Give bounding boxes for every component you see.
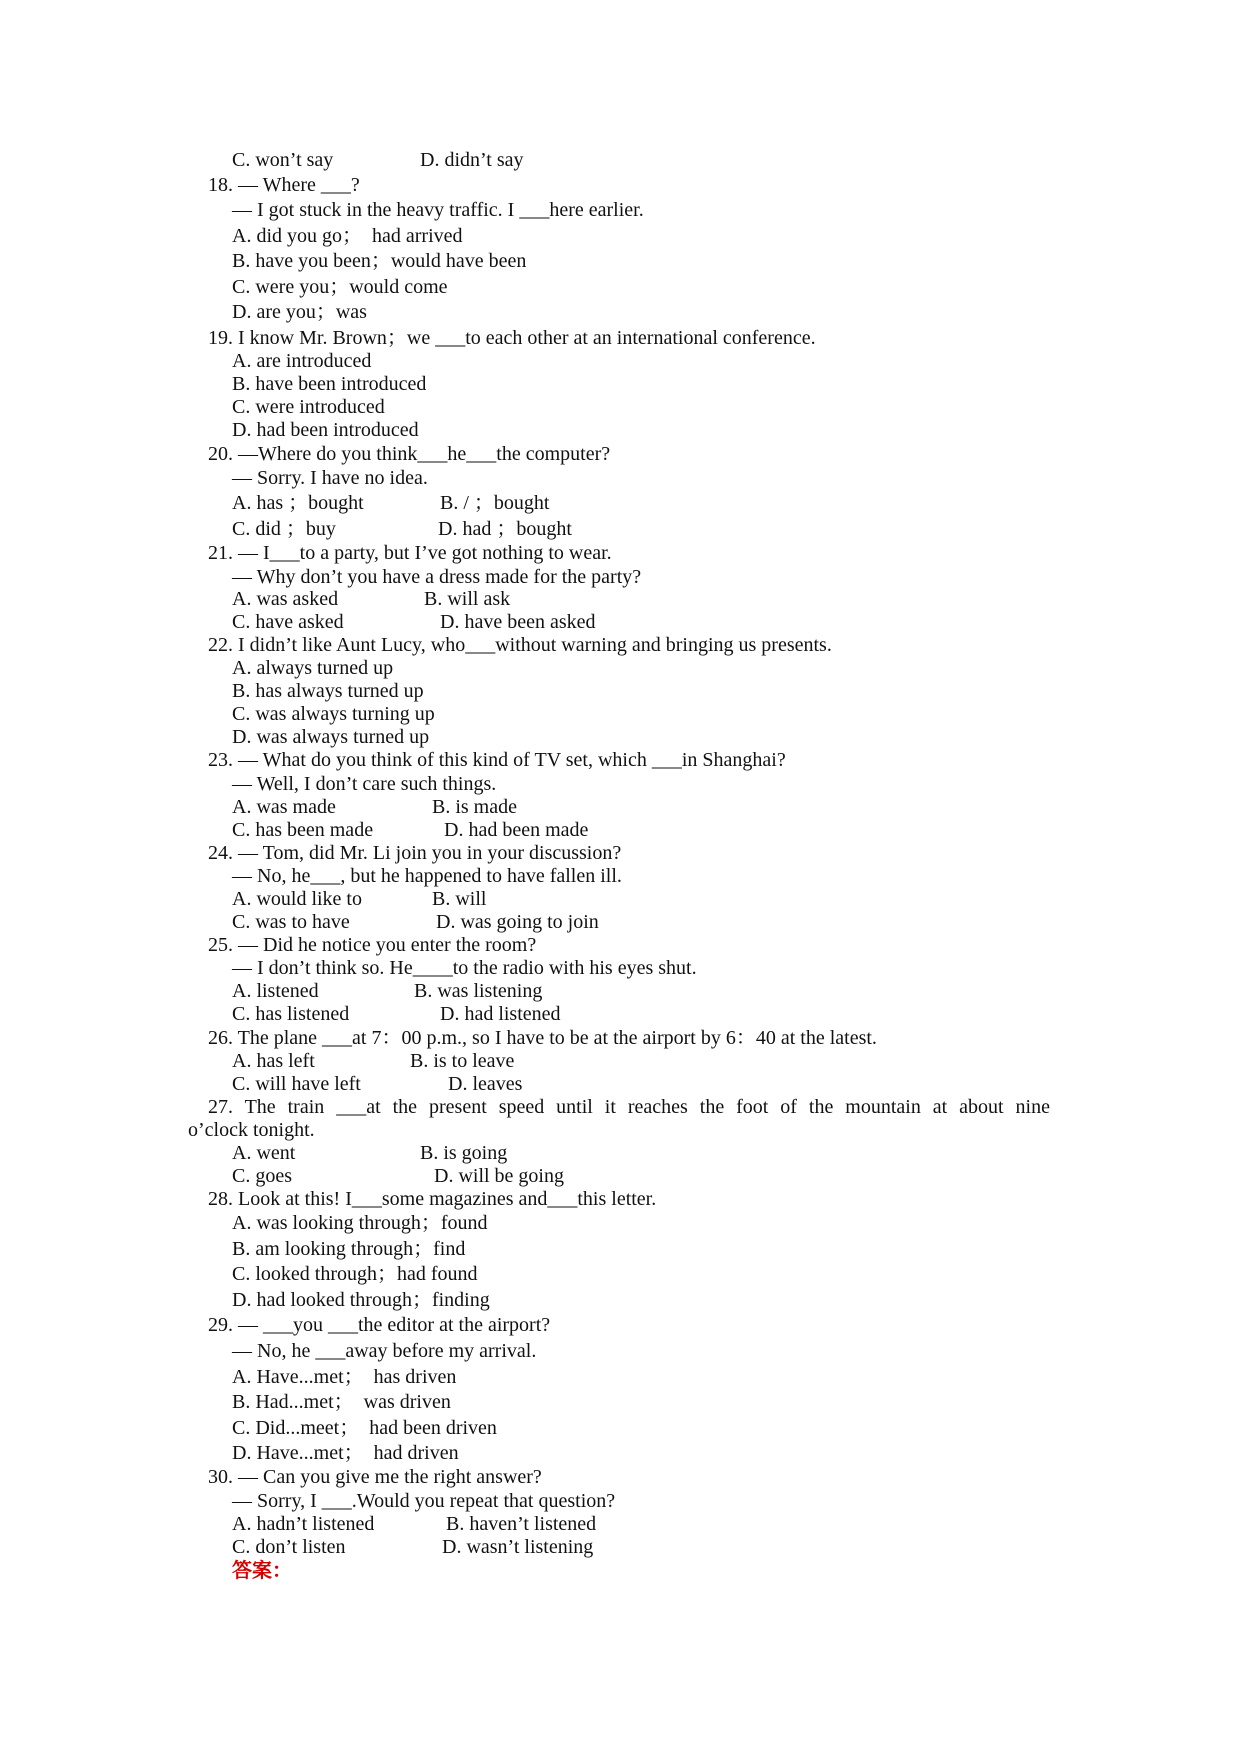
q26-option-d: D. leaves xyxy=(448,1073,523,1095)
q24-option-b: B. will xyxy=(432,888,487,910)
q23-option-d: D. had been made xyxy=(444,819,589,841)
q23-option-c: C. has been made xyxy=(232,819,374,841)
q28-option-c: C. looked through；had found xyxy=(232,1263,478,1285)
q25-stem: 25. — Did he notice you enter the room? xyxy=(208,934,537,956)
q22-option-c: C. was always turning up xyxy=(232,703,435,725)
q27-option-c: C. goes xyxy=(232,1165,292,1187)
q30-option-c: C. don’t listen xyxy=(232,1536,346,1558)
q20-option-b: B. / ；bought xyxy=(440,492,550,514)
q23-option-a: A. was made xyxy=(232,796,336,818)
q18-stem: 18. — Where ___? xyxy=(208,174,360,196)
q29-option-b: B. Had...met； was driven xyxy=(232,1391,451,1413)
q28-option-b: B. am looking through；find xyxy=(232,1238,466,1260)
q28-stem: 28. Look at this! I___some magazines and___this letter. xyxy=(208,1188,657,1210)
q24-line-2: — No, he___, but he happened to have fallen ill. xyxy=(232,865,622,887)
q24-option-d: D. was going to join xyxy=(436,911,599,933)
q23-option-b: B. is made xyxy=(432,796,517,818)
q26-option-a: A. has left xyxy=(232,1050,315,1072)
q21-option-b: B. will ask xyxy=(424,588,511,610)
q24-option-c: C. was to have xyxy=(232,911,350,933)
q21-stem: 21. — I___to a party, but I’ve got nothing to wear. xyxy=(208,542,612,564)
q24-option-a: A. would like to xyxy=(232,888,362,910)
q25-option-b: B. was listening xyxy=(414,980,543,1002)
q18-option-c: C. were you；would come xyxy=(232,276,448,298)
q27-option-b: B. is going xyxy=(420,1142,508,1164)
q21-option-c: C. have asked xyxy=(232,611,344,633)
q19-option-b: B. have been introduced xyxy=(232,373,427,395)
q27-option-a: A. went xyxy=(232,1142,296,1164)
q19-stem: 19. I know Mr. Brown；we ___to each other at an international conference. xyxy=(208,327,816,349)
q20-option-a: A. has ；bought xyxy=(232,492,364,514)
q26-option-b: B. is to leave xyxy=(410,1050,515,1072)
q29-option-c: C. Did...meet； had been driven xyxy=(232,1417,497,1439)
q27-option-d: D. will be going xyxy=(434,1165,564,1187)
q29-option-d: D. Have...met； had driven xyxy=(232,1442,459,1464)
q21-line-2: — Why don’t you have a dress made for the party? xyxy=(232,566,642,588)
q20-stem: 20. —Where do you think___he___the computer? xyxy=(208,443,611,465)
q20-option-c: C. did ；buy xyxy=(232,518,336,540)
q19-option-a: A. are introduced xyxy=(232,350,372,372)
answer-heading: 答案： xyxy=(232,1560,292,1582)
q20-option-d: D. had ；bought xyxy=(438,518,572,540)
q22-option-d: D. was always turned up xyxy=(232,726,430,748)
q25-option-a: A. listened xyxy=(232,980,319,1002)
q25-option-c: C. has listened xyxy=(232,1003,350,1025)
q26-option-c: C. will have left xyxy=(232,1073,361,1095)
q30-option-a: A. hadn’t listened xyxy=(232,1513,375,1535)
q21-option-a: A. was asked xyxy=(232,588,339,610)
q25-option-d: D. had listened xyxy=(440,1003,561,1025)
q18-line-2: — I got stuck in the heavy traffic. I ___here earlier. xyxy=(232,199,644,221)
q30-line-2: — Sorry, I ___.Would you repeat that question? xyxy=(232,1490,616,1512)
q30-stem: 30. — Can you give me the right answer? xyxy=(208,1466,542,1488)
q21-option-d: D. have been asked xyxy=(440,611,596,633)
q19-option-d: D. had been introduced xyxy=(232,419,419,441)
q18-option-b: B. have you been；would have been xyxy=(232,250,527,272)
q17-option-d: D. didn’t say xyxy=(420,149,524,171)
q17-option-c: C. won’t say xyxy=(232,149,334,171)
q27-stem: 27. The train ___at the present speed until it reaches the foot of the mountain at about nine xyxy=(208,1096,1050,1118)
q22-option-b: B. has always turned up xyxy=(232,680,424,702)
q24-stem: 24. — Tom, did Mr. Li join you in your discussion? xyxy=(208,842,622,864)
q18-option-d: D. are you；was xyxy=(232,301,367,323)
q27-line-2: o’clock tonight. xyxy=(188,1119,315,1141)
q26-stem: 26. The plane ___at 7：00 p.m., so I have to be at the airport by 6：40 at the latest. xyxy=(208,1027,877,1049)
q29-line-2: — No, he ___away before my arrival. xyxy=(232,1340,537,1362)
q23-line-2: — Well, I don’t care such things. xyxy=(232,773,497,795)
q18-option-a: A. did you go； had arrived xyxy=(232,225,463,247)
q23-stem: 23. — What do you think of this kind of TV set, which ___in Shanghai? xyxy=(208,749,786,771)
q30-option-b: B. haven’t listened xyxy=(446,1513,597,1535)
q30-option-d: D. wasn’t listening xyxy=(442,1536,594,1558)
q20-line-2: — Sorry. I have no idea. xyxy=(232,467,428,489)
q25-line-2: — I don’t think so. He____to the radio with his eyes shut. xyxy=(232,957,697,979)
q22-option-a: A. always turned up xyxy=(232,657,394,679)
q28-option-a: A. was looking through；found xyxy=(232,1212,488,1234)
q29-option-a: A. Have...met； has driven xyxy=(232,1366,457,1388)
q19-option-c: C. were introduced xyxy=(232,396,385,418)
q28-option-d: D. had looked through；finding xyxy=(232,1289,490,1311)
q29-stem: 29. — ___you ___the editor at the airport? xyxy=(208,1314,551,1336)
q22-stem: 22. I didn’t like Aunt Lucy, who___without warning and bringing us presents. xyxy=(208,634,832,656)
